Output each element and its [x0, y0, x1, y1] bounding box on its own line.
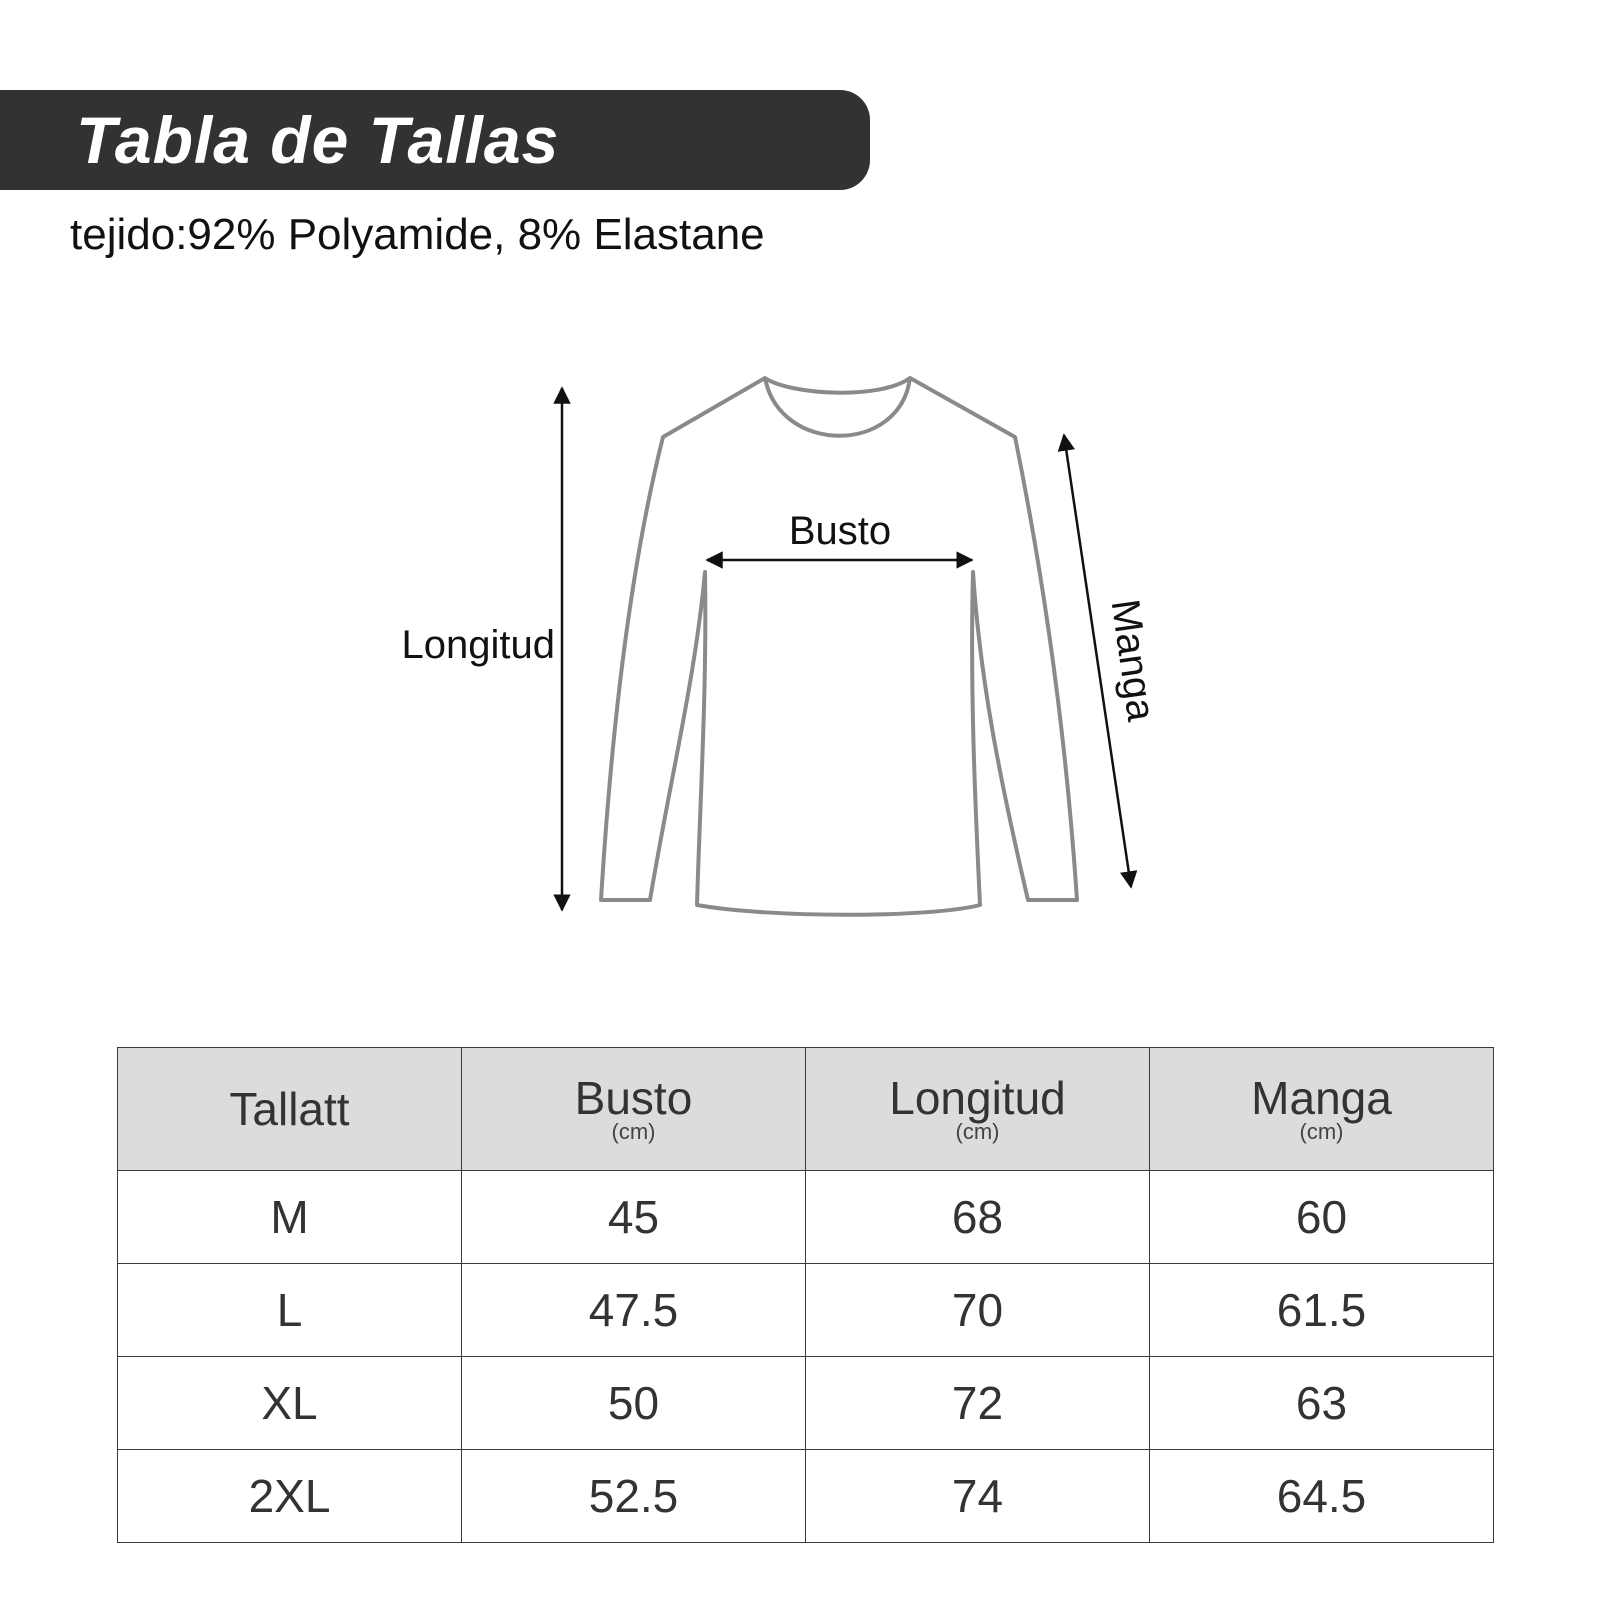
table-header-row	[118, 1048, 1494, 1171]
column-header-label: Longitud	[889, 1072, 1066, 1124]
cell-size: M	[118, 1171, 462, 1264]
cell-size: XL	[118, 1357, 462, 1450]
fabric-composition: tejido:92% Polyamide, 8% Elastane	[70, 210, 765, 259]
cell-length: 74	[806, 1450, 1150, 1543]
cell-bust: 47.5	[462, 1264, 806, 1357]
cell-size: L	[118, 1264, 462, 1357]
cell-size: 2XL	[118, 1450, 462, 1543]
column-header-length	[806, 1048, 1150, 1171]
cell-bust: 50	[462, 1357, 806, 1450]
cell-sleeve: 60	[1150, 1171, 1494, 1264]
column-header-unit: (cm)	[955, 1119, 1000, 1144]
column-header-unit: (cm)	[611, 1119, 656, 1144]
size-table	[117, 1047, 1494, 1543]
column-header-unit: (cm)	[1299, 1119, 1344, 1144]
cell-length: 68	[806, 1171, 1150, 1264]
cell-sleeve: 63	[1150, 1357, 1494, 1450]
cell-length: 72	[806, 1357, 1150, 1450]
column-header-bust	[462, 1048, 806, 1171]
table-row	[118, 1171, 1494, 1264]
column-header-size	[118, 1048, 462, 1171]
cell-sleeve: 64.5	[1150, 1450, 1494, 1543]
table-row	[118, 1264, 1494, 1357]
shirt-outline-icon	[601, 378, 1077, 915]
cell-length: 70	[806, 1264, 1150, 1357]
length-label: Longitud	[401, 623, 555, 667]
cell-bust: 45	[462, 1171, 806, 1264]
bust-label: Busto	[788, 509, 892, 553]
table-row	[118, 1450, 1494, 1543]
column-header-label: Busto	[574, 1072, 693, 1124]
sleeve-label: Manga	[1102, 596, 1164, 724]
page-title: Tabla de Tallas	[76, 103, 560, 177]
column-header-sleeve	[1150, 1048, 1494, 1171]
cell-bust: 52.5	[462, 1450, 806, 1543]
table-row	[118, 1357, 1494, 1450]
cell-sleeve: 61.5	[1150, 1264, 1494, 1357]
column-header-label: Tallatt	[229, 1083, 350, 1135]
column-header-label: Manga	[1251, 1072, 1392, 1124]
